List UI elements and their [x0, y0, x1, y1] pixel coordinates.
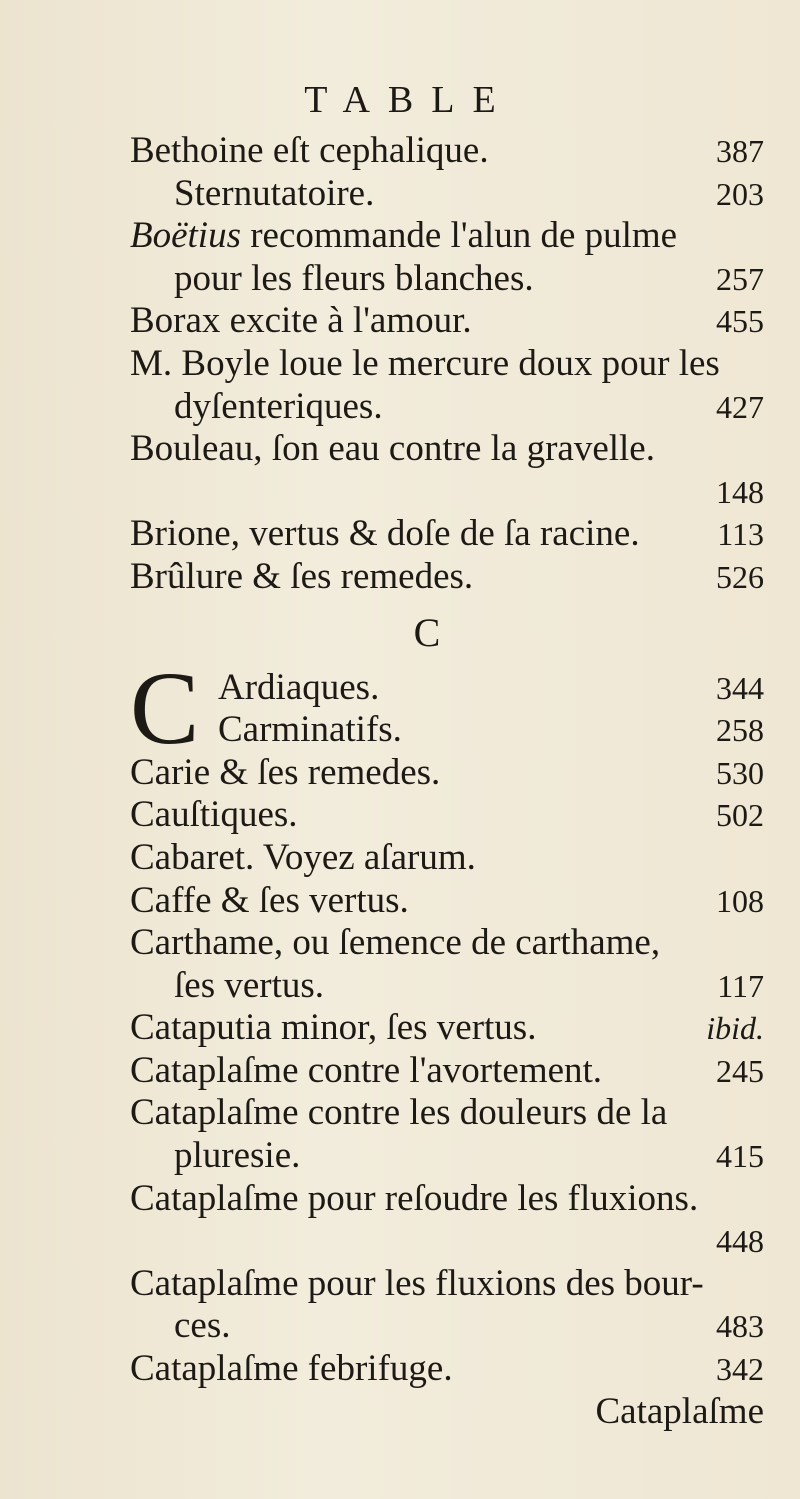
- index-entry: [130, 965, 764, 1008]
- entry-page-number: 342: [716, 1351, 764, 1388]
- entry-text: Caffe & ſes vertus.: [130, 879, 409, 921]
- entry-page-number: 148: [716, 473, 764, 510]
- index-entry: [130, 1050, 764, 1093]
- entry-page-number: 113: [717, 516, 764, 553]
- entry-text: Carminatifs.: [218, 709, 402, 751]
- entry-page-number: 448: [716, 1223, 764, 1260]
- entry-page-number: 108: [716, 882, 764, 919]
- index-entry: [130, 922, 764, 965]
- index-entry: [130, 386, 764, 429]
- index-entry: [130, 794, 764, 837]
- entry-text: ces.: [174, 1305, 231, 1347]
- entry-page-number: 530: [716, 754, 764, 791]
- entry-text: Sternutatoire.: [174, 172, 375, 214]
- entry-text: Borax excite à l'amour.: [130, 300, 472, 342]
- index-entry: [130, 1007, 764, 1050]
- entry-page-number: 257: [716, 260, 764, 297]
- entry-text: Bouleau, ſon eau contre la gravelle.: [130, 428, 655, 470]
- index-entry: [130, 667, 764, 710]
- catchword-line: [130, 1391, 764, 1434]
- index-entry: [130, 1092, 764, 1135]
- index-entry: [130, 343, 764, 386]
- index-entries: [130, 130, 764, 1433]
- index-entry: [130, 215, 764, 258]
- drop-cap: C: [130, 650, 200, 766]
- index-entry: [130, 1348, 764, 1391]
- index-entry: [130, 880, 764, 923]
- entry-page-number: 455: [716, 303, 764, 340]
- entry-text: Carthame, ou ſemence de carthame,: [130, 922, 661, 964]
- index-entry: [130, 428, 764, 471]
- entry-page-number: 483: [716, 1308, 764, 1345]
- entry-text: Cataplaſme contre l'avortement.: [130, 1049, 603, 1091]
- entries-b: [130, 130, 764, 599]
- index-entry: [130, 709, 764, 752]
- entry-page-number: 117: [717, 967, 764, 1004]
- entry-page-number: 502: [716, 797, 764, 834]
- index-entry: [130, 173, 764, 216]
- entry-text: Carie & ſes remedes.: [130, 751, 441, 793]
- running-head: TABLE: [304, 79, 514, 121]
- entry-page-number: 344: [716, 669, 764, 706]
- entries-c: [130, 650, 764, 1391]
- letter-heading: C: [413, 609, 441, 655]
- index-entry: [130, 471, 764, 514]
- entry-page-number: 526: [716, 558, 764, 595]
- entry-page-number: ibid.: [706, 1010, 764, 1047]
- entry-text: ſes vertus.: [174, 964, 325, 1006]
- index-entry: [130, 752, 764, 795]
- entry-text: M. Boyle loue le mercure doux pour les: [130, 342, 720, 384]
- index-entry: [130, 130, 764, 173]
- index-entry: [130, 1178, 764, 1221]
- entry-text: pluresie.: [174, 1135, 301, 1177]
- index-entry: [130, 300, 764, 343]
- entry-text: Cataplaſme pour reſoudre les fluxions.: [130, 1177, 699, 1219]
- index-entry: [130, 1305, 764, 1348]
- entry-text: Cataplaſme febrifuge.: [130, 1348, 453, 1390]
- entry-page-number: 245: [716, 1052, 764, 1089]
- entry-text: Brione, vertus & doſe de ſa racine.: [130, 513, 640, 555]
- index-entry: [130, 1220, 764, 1263]
- index-entry: [130, 513, 764, 556]
- index-entry: [130, 1263, 764, 1306]
- index-entry: [130, 837, 764, 880]
- entry-text: Bethoine eſt cephalique.: [130, 130, 489, 171]
- entry-text: Cataplaſme pour les fluxions des bour-: [130, 1262, 704, 1304]
- entry-page-number: 203: [716, 175, 764, 212]
- catchword: Cataplaſme: [595, 1390, 764, 1432]
- index-entry: [130, 556, 764, 599]
- entry-text: Ardiaques.: [218, 666, 380, 708]
- entry-text: Cauſtiques.: [130, 794, 298, 836]
- entry-text: pour les fleurs blanches.: [174, 257, 534, 299]
- entry-page-number: 387: [716, 133, 764, 169]
- entry-text: Boëtius recommande l'alun de pulme: [130, 215, 678, 257]
- entry-text: Cabaret. Voyez aſarum.: [130, 836, 476, 878]
- index-entry: [130, 258, 764, 301]
- entry-page-number: 415: [716, 1138, 764, 1175]
- entry-text: Cataputia minor, ſes vertus.: [130, 1007, 537, 1049]
- entry-text: Brûlure & ſes remedes.: [130, 555, 474, 597]
- entry-text: dyſenteriques.: [174, 385, 383, 427]
- entry-text: Cataplaſme contre les douleurs de la: [130, 1092, 668, 1134]
- entry-page-number: 258: [716, 712, 764, 749]
- entry-page-number: 427: [716, 388, 764, 425]
- index-entry: [130, 1135, 764, 1178]
